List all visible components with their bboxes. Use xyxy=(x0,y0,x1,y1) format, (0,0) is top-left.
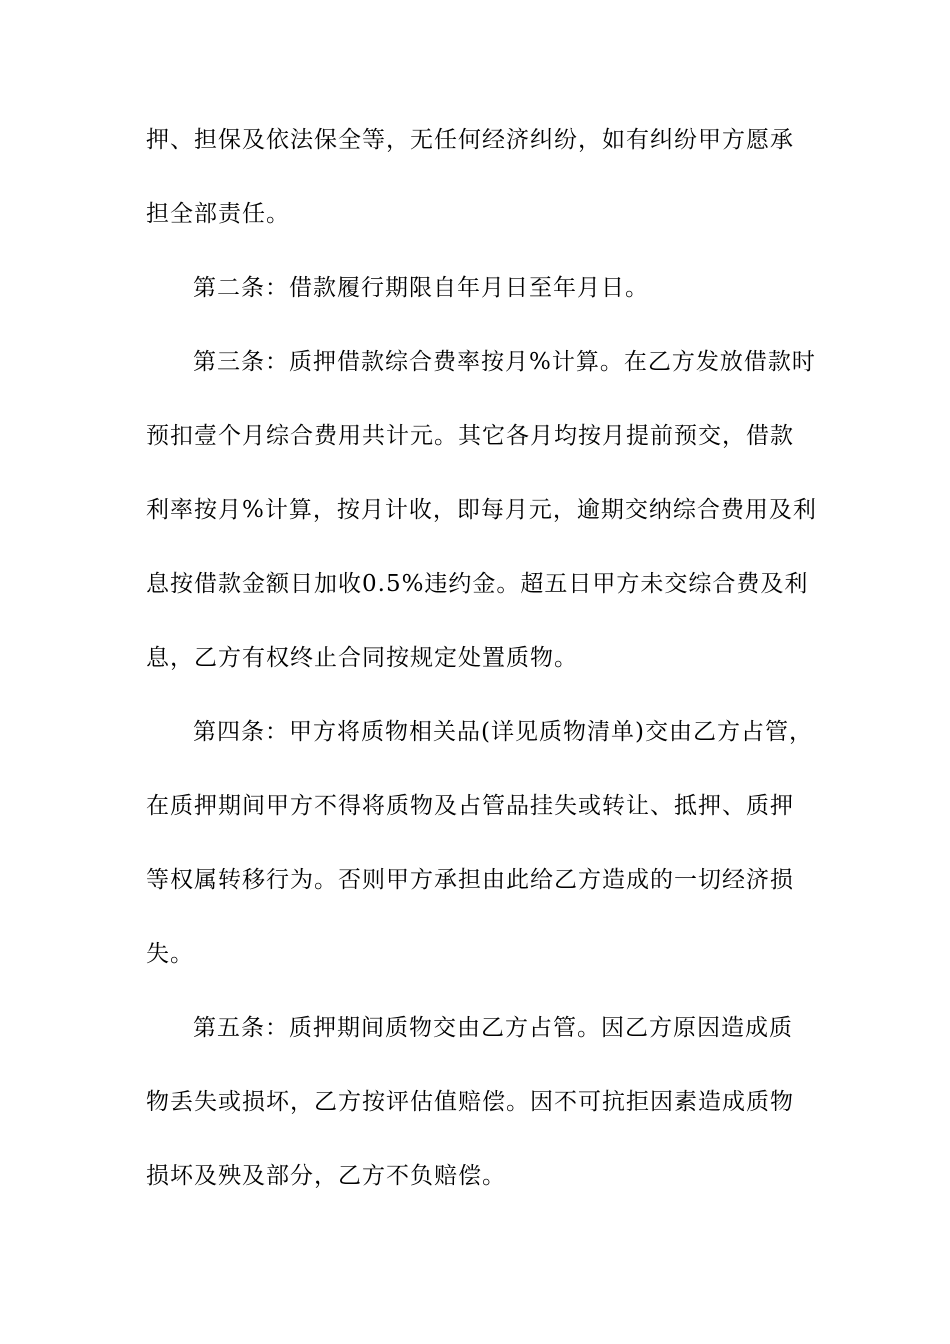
text-line: 损坏及殃及部分，乙方不负赔偿。 xyxy=(146,1163,506,1189)
text-line: 失。 xyxy=(146,941,194,967)
text-line: 等权属转移行为。否则甲方承担由此给乙方造成的一切经济损 xyxy=(146,867,794,893)
text-line: 担全部责任。 xyxy=(146,201,290,227)
text-line: 押、担保及依法保全等，无任何经济纠纷，如有纠纷甲方愿承 xyxy=(146,127,794,153)
text-line: 息，乙方有权终止合同按规定处置质物。 xyxy=(146,645,578,671)
article-2-line: 第二条：借款履行期限自年月日至年月日。 xyxy=(193,275,649,301)
article-4-line: 第四条：甲方将质物相关品(详见质物清单)交由乙方占管， xyxy=(193,719,813,745)
text-line: 在质押期间甲方不得将质物及占管品挂失或转让、抵押、质押 xyxy=(146,793,794,819)
document-body xyxy=(146,127,817,1238)
text-line: 息按借款金额日加收0.5%违约金。超五日甲方未交综合费及利 xyxy=(146,571,809,597)
text-line: 物丢失或损坏，乙方按评估值赔偿。因不可抗拒因素造成质物 xyxy=(146,1089,794,1115)
article-5-line: 第五条：质押期间质物交由乙方占管。因乙方原因造成质 xyxy=(193,1015,793,1041)
text-line: 预扣壹个月综合费用共计元。其它各月均按月提前预交，借款 xyxy=(146,423,794,449)
article-3-line: 第三条：质押借款综合费率按月%计算。在乙方发放借款时 xyxy=(193,349,816,375)
text-line: 利率按月%计算，按月计收，即每月元，逾期交纳综合费用及利 xyxy=(146,497,817,523)
